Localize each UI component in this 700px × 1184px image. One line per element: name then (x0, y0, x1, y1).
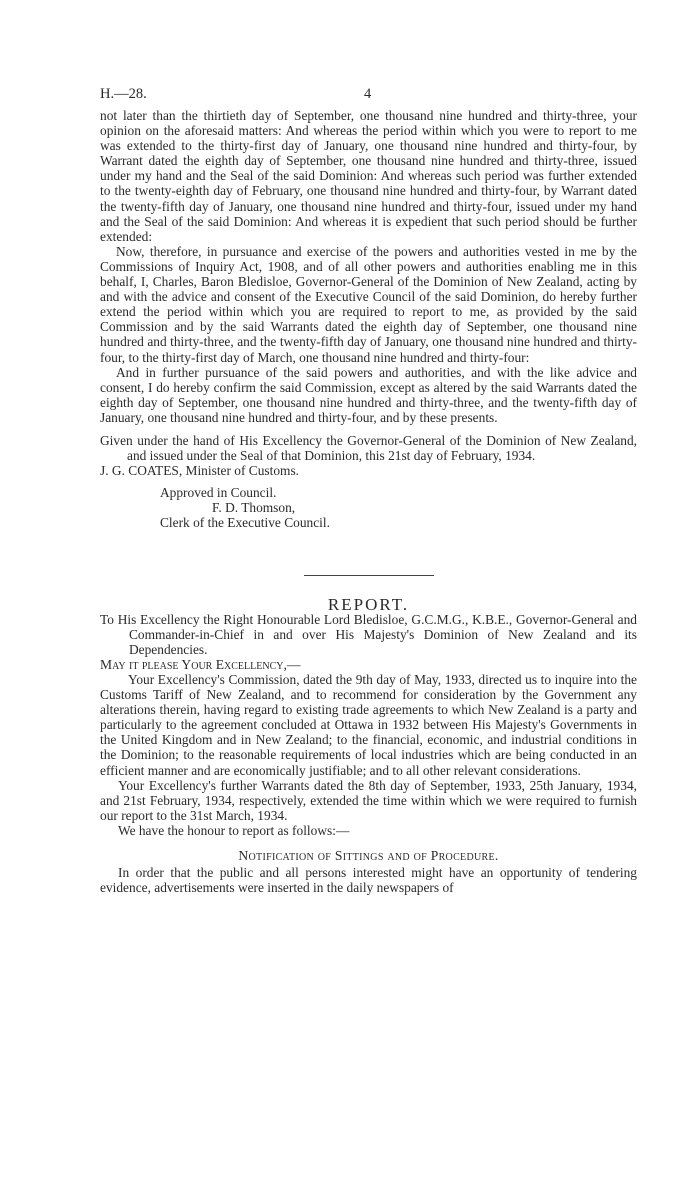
approved-in-council: Approved in Council. (160, 485, 277, 501)
report-salutation: May it please Your Excellency,— (100, 656, 301, 672)
clerk-name: F. D. Thomson, (212, 500, 296, 516)
report-addressee: To His Excellency the Right Honourable Lord Bledisloe, G.C.M.G., K.B.E., Governor-General and Commander-in-Chief in and over His Majesty's Dominion of New Zealand and its Dependencies. (100, 611, 637, 657)
paragraph-extension: Now, therefore, in pursuance and exercise of the powers and authorities vested in me by the Commissions of Inquiry Act, 1908, and of all other powers and authorities enabling me in this behalf, I, Charles, Baron Bledisloe, Governor-General of the Dominion of New Zealand, acting by and with the advice and consent of the Executive Council of the said Dominion, do hereby further extend the period within which you are required to report to me, as provided by the said Commission and by the said Warrants dated the eighth day of September, one thousand nine hundred and thirty-three, and the twenty-fifth day of January, one thousand nine hundred and thirty-four, to the thirty-first day of March, one thousand nine hundred and thirty-four: (100, 243, 637, 365)
paragraph-confirmation: And in further pursuance of the said powers and authorities, and with the like advice and consent, I do hereby confirm the said Commission, except as altered by the said Warrants dated the eighth day of September, one thousand nine hundred and thirty-three, and the twenty-fifth day of January, one thousand nine hundred and thirty-four, and by these presents. (100, 364, 637, 425)
report-paragraph-notification: In order that the public and all persons interested might have an opportunity of tendering evidence, advertisements were inserted in the daily newspapers of (100, 865, 637, 896)
paragraph-warrant-recital: not later than the thirtieth day of September, one thousand nine hundred and thirty-three, your opinion on the aforesaid matters: And whereas the period within which you were to report to me was extended to the thirty-first day of January, one thousand nine hundred and thirty-four, by Warrant dated the eighth day of September, one thousand nine hundred and thirty-three, issued under my hand and the Seal of the said Dominion: And whereas such period was further extended to the twenty-eighth day of February, one thousand nine hundred and thirty-four, by Warrant dated the twenty-fifth day of January, one thousand nine hundred and thirty-four, issued under my hand and the Seal of the said Dominion: And whereas it is expedient that such period should be further extended: (100, 108, 637, 244)
report-paragraph-warrants: Your Excellency's further Warrants dated the 8th day of September, 1933, 25th January, 1934, and 21st February, 1934, respectively, extended the time within which we were required to furnish our report to the 31st March, 1934. (100, 777, 637, 823)
page-number: 4 (364, 86, 372, 102)
report-paragraph-honour: We have the honour to report as follows:— (118, 822, 350, 838)
section-divider (304, 575, 434, 576)
given-under-hand: Given under the hand of His Excellency the Governor-General of the Dominion of New Zealand, and issued under the Seal of that Dominion, this 21st day of February, 1934. (100, 432, 637, 464)
document-reference: H.—28. (100, 86, 147, 102)
approval-block (160, 485, 637, 530)
report-title: REPORT. (327, 594, 410, 614)
page-header (100, 86, 640, 106)
section-heading: Notification of Sittings and of Procedure. (238, 848, 499, 864)
clerk-title: Clerk of the Executive Council. (160, 515, 330, 531)
report-paragraph-commission: Your Excellency's Commission, dated the 9th day of May, 1933, directed us to inquire into the Customs Tariff of New Zealand, and to recommend for consideration by the Government any alterations therein, having regard to existing trade agreements to which New Zealand is a party and particularly to the agreement concluded at Ottawa in 1932 between His Majesty's Governments in the United Kingdom and in New Zealand; to the financial, economic, and industrial conditions in the Dominion; to the reasonable requirements of local industries which are being conducted in an efficient manner and are economically justifiable; and to all other relevant considerations. (100, 672, 637, 778)
document-body (100, 108, 637, 895)
minister-signature: J. G. COATES, Minister of Customs. (100, 463, 300, 479)
